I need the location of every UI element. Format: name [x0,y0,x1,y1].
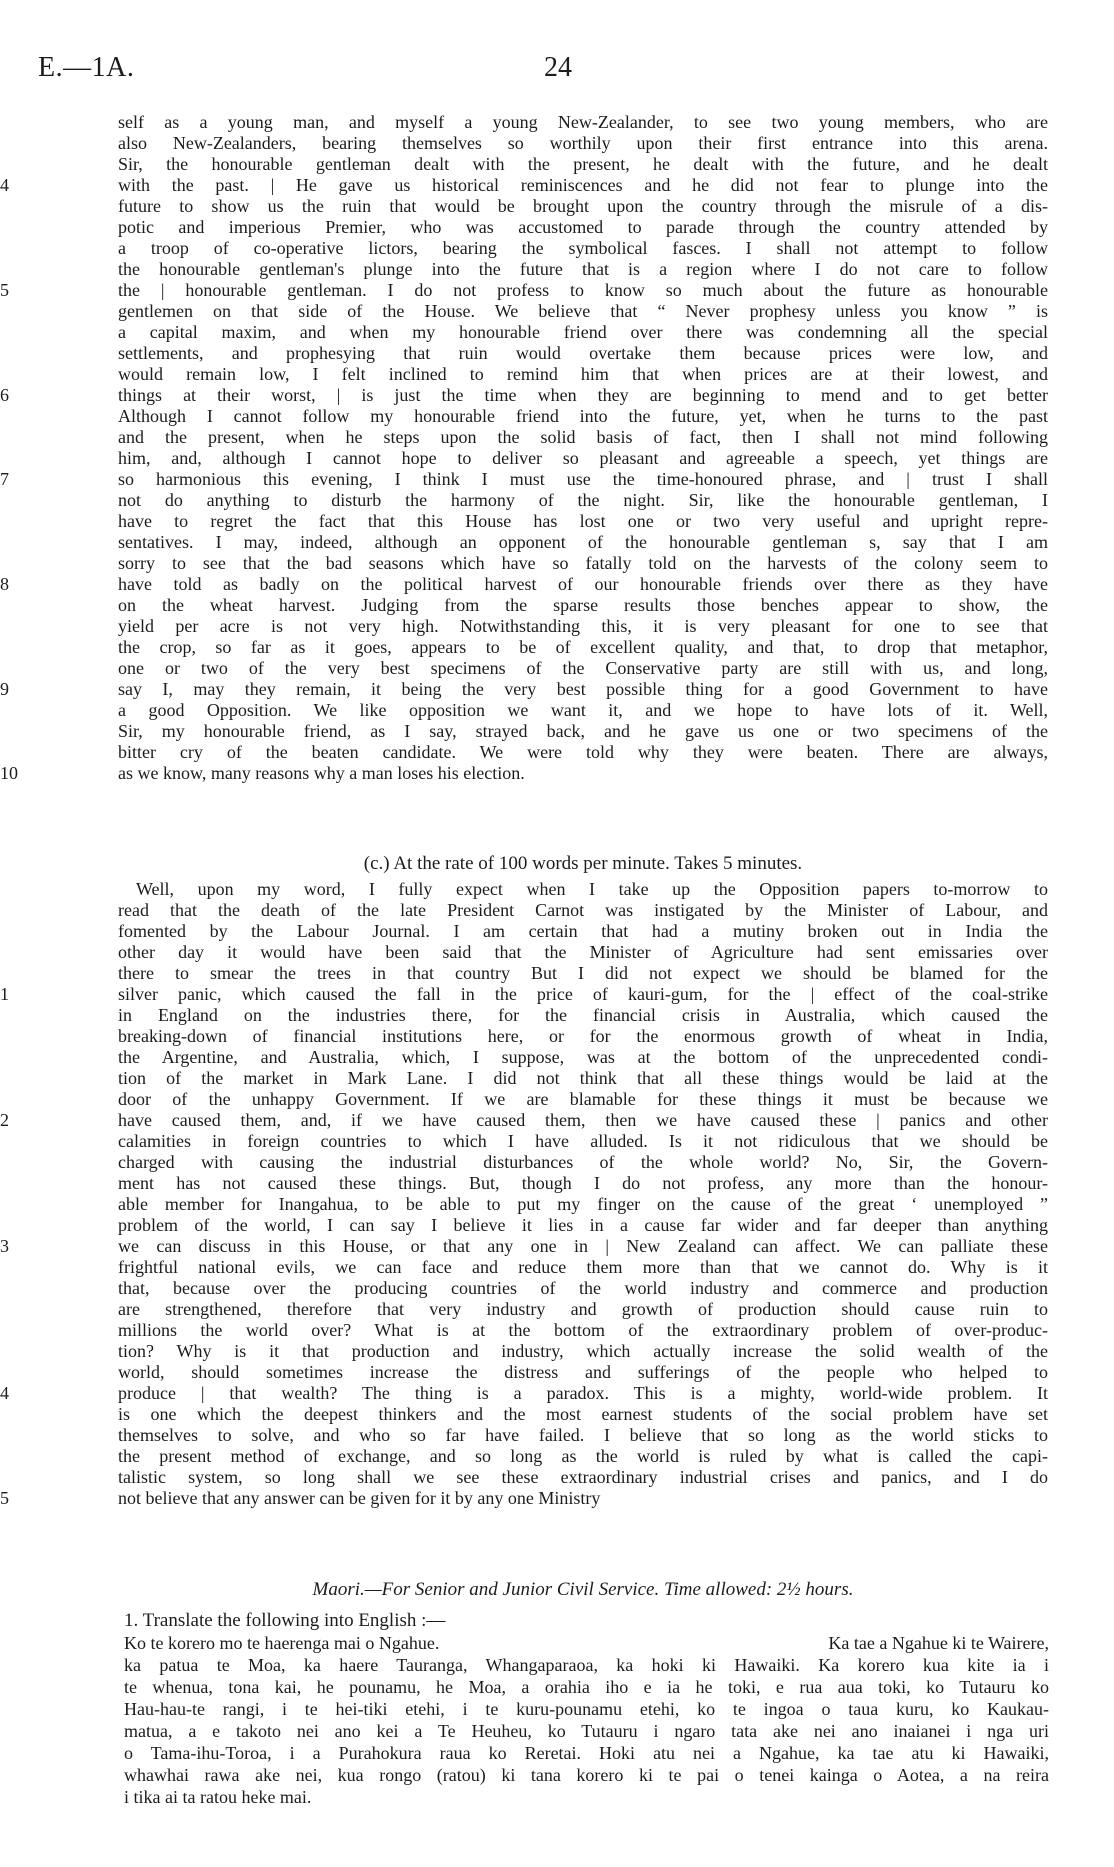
line-text: world, should sometimes increase the distress and sufferings of the people who helped to [118,1362,1048,1382]
text-line [118,406,1048,427]
line-text: tion? Why is it that production and industry, which actually increase the solid wealth of the [118,1341,1048,1361]
line-text: Sir, the honourable gentleman dealt with the present, he dealt with the future, and he dealt [118,154,1048,174]
text-line [118,616,1048,637]
margin-marker-number: 10 [0,763,18,783]
text-line [118,1341,1048,1362]
line-text: as we know, many reasons why a man loses his election. [118,763,525,783]
text-line [0,1110,1048,1131]
maori-first-line [124,1632,1049,1654]
text-line [0,984,1048,1005]
maori-passage [124,1632,1049,1808]
text-line [0,469,1048,490]
line-text: also New-Zealanders, bearing themselves so worthily upon their first entrance into this arena. [118,133,1048,153]
text-line [118,1215,1048,1236]
text-line [118,879,1048,900]
line-text: say I, may they remain, it being the very best possible thing for a good Government to have [118,679,1048,699]
maori-line: i tika ai ta ratou heke mai. [124,1787,312,1807]
line-text: not do anything to disturb the harmony of the night. Sir, like the honourable gentleman, I [118,490,1048,510]
maori-line: te whenua, tona kai, he pounamu, he Moa, a orahia iho e ia he toki, e rua aua toki, ko Tutauru ko [124,1677,1049,1697]
translation-instruction: 1. Translate the following into English :— [124,1610,446,1631]
line-text: the Argentine, and Australia, which, I suppose, was at the bottom of the unprecedented condi- [118,1047,1048,1067]
line-text: we can discuss in this House, or that any one in | New Zealand can affect. We can palliate these [118,1236,1048,1256]
line-text: the present method of exchange, and so long as the world is ruled by what is called the capi- [118,1446,1048,1466]
margin-marker-number: 7 [0,469,9,489]
line-text: him, and, although I cannot hope to deliver so pleasant and agreeable a speech, yet things are [118,448,1048,468]
text-line [0,280,1048,301]
text-line [118,217,1048,238]
text-line [118,532,1048,553]
line-text: there to smear the trees in that country But I did not expect we should be blamed for the [118,963,1048,983]
line-text: self as a young man, and myself a young New-Zealander, to see two young members, who are [118,112,1048,132]
text-line [118,511,1048,532]
line-text: Sir, my honourable friend, as I say, strayed back, and he gave us one or two specimens of the [118,721,1048,741]
text-line [118,1152,1048,1173]
line-text: breaking-down of financial institutions here, or for the enormous growth of wheat in India, [118,1026,1048,1046]
margin-marker-number: 4 [0,1383,9,1403]
line-text: that, because over the producing countries of the world industry and commerce and production [118,1278,1048,1298]
margin-marker-number: 1 [0,984,9,1004]
text-line [118,1005,1048,1026]
line-text: ment has not caused these things. But, though I do not profess, any more than the honour- [118,1173,1048,1193]
line-text: talistic system, so long shall we see these extraordinary industrial crises and panics, and I do [118,1467,1048,1487]
line-text: Although I cannot follow my honourable friend into the future, yet, when he turns to the past [118,406,1048,426]
margin-marker-number: 8 [0,574,9,594]
section-c-heading: (c.) At the rate of 100 words per minute. Takes 5 minutes. [363,853,803,874]
text-line [118,742,1048,763]
page-header [38,52,1078,92]
text-line [118,1278,1048,1299]
text-line [118,343,1048,364]
line-text: things at their worst, | is just the time when they are beginning to mend and to get better [118,385,1048,405]
text-line [118,1068,1048,1089]
text-line [118,133,1048,154]
speech-section-b [0,112,1048,784]
text-line [118,637,1048,658]
text-line [118,1131,1048,1152]
line-text: a troop of co-operative lictors, bearing the symbolical fasces. I shall not attempt to follow [118,238,1048,258]
text-line [118,238,1048,259]
text-line [118,1194,1048,1215]
text-line [0,1383,1048,1404]
maori-exam-heading: Maori.—For Senior and Junior Civil Service. Time allowed: 2½ hours. [312,1579,854,1600]
maori-title-text: Ko te korero mo te haerenga mai o Ngahue. [124,1633,440,1653]
line-text: settlements, and prophesying that ruin would overtake them because prices were low, and [118,343,1048,363]
line-text: other day it would have been said that the Minister of Agriculture had sent emissaries over [118,942,1048,962]
margin-marker-number: 2 [0,1110,9,1130]
line-text: the | honourable gentleman. I do not profess to know so much about the future as honourable [118,280,1048,300]
text-line [118,1257,1048,1278]
margin-marker-number: 3 [0,1236,9,1256]
text-line [118,700,1048,721]
text-line [118,1047,1048,1068]
text-line [118,658,1048,679]
line-text: millions the world over? What is at the bottom of the extraordinary problem of over-produc- [118,1320,1048,1340]
margin-marker-number: 6 [0,385,9,405]
line-text: themselves to solve, and who so far have failed. I believe that so long as the world sticks to [118,1425,1048,1445]
line-text: are strengthened, therefore that very industry and growth of production should cause ruin to [118,1299,1048,1319]
margin-marker-number: 9 [0,679,9,699]
maori-line: o Tama-ihu-Toroa, i a Purahokura raua ko Reretai. Hoki atu nei a Ngahue, ka tae atu ki Hawaiki, [124,1743,1049,1763]
text-line [118,1320,1048,1341]
line-text: Well, upon my word, I fully expect when I take up the Opposition papers to-morrow to [136,879,1048,899]
text-line [118,112,1048,133]
line-text: a capital maxim, and when my honourable friend over there was condemning all the special [118,322,1048,342]
maori-line: whawhai rawa ake nei, kua rongo (ratou) ki tana korero ki te pai o tenei kainga o Aotea, a na reira [124,1765,1049,1785]
line-text: in England on the industries there, for the financial crisis in Australia, which caused the [118,1005,1048,1025]
text-line [118,1467,1048,1488]
line-text: gentlemen on that side of the House. We believe that “ Never prophesy unless you know ” is [118,301,1048,321]
text-line [118,1404,1048,1425]
text-line [118,921,1048,942]
line-text: on the wheat harvest. Judging from the sparse results those benches appear to show, the [118,595,1048,615]
line-text: would remain low, I felt inclined to remind him that when prices are at their lowest, and [118,364,1048,384]
line-text: one or two of the very best specimens of the Conservative party are still with us, and long, [118,658,1048,678]
text-line [118,1362,1048,1383]
line-text: the honourable gentleman's plunge into the future that is a region where I do not care to follow [118,259,1048,279]
line-text: problem of the world, I can say I believe it lies in a cause far wider and far deeper than anything [118,1215,1048,1235]
text-line [118,259,1048,280]
line-text: have caused them, and, if we have caused them, then we have caused these | panics and other [118,1110,1048,1130]
text-line [118,1446,1048,1467]
text-line [118,1299,1048,1320]
text-line [118,196,1048,217]
line-text: tion of the market in Mark Lane. I did not think that all these things would be laid at the [118,1068,1048,1088]
text-line [118,1173,1048,1194]
speech-section-c [0,879,1048,1509]
line-text: charged with causing the industrial disturbances of the whole world? No, Sir, the Govern- [118,1152,1048,1172]
text-line [118,900,1048,921]
margin-marker-number: 5 [0,280,9,300]
text-line [118,427,1048,448]
line-text: potic and imperious Premier, who was accustomed to parade through the country attended by [118,217,1048,237]
line-text: produce | that wealth? The thing is a paradox. This is a mighty, world-wide problem. It [118,1383,1048,1403]
line-text: calamities in foreign countries to which I have alluded. Is it not ridiculous that we should be [118,1131,1048,1151]
text-line [118,595,1048,616]
text-line [118,1026,1048,1047]
text-line [118,322,1048,343]
line-text: sorry to see that the bad seasons which have so fatally told on the harvests of the colony seem to [118,553,1048,573]
text-line [0,1488,1048,1509]
page-number: 24 [544,52,572,83]
line-text: with the past. | He gave us historical reminiscences and he did not fear to plunge into the [118,175,1048,195]
line-text: door of the unhappy Government. If we are blamable for these things it must be because we [118,1089,1048,1109]
line-text: yield per acre is not very high. Notwithstanding this, it is very pleasant for one to see that [118,616,1048,636]
line-text: is one which the deepest thinkers and the most earnest students of the social problem have set [118,1404,1048,1424]
maori-line: matua, a e takoto nei ano kei a Te Heuheu, ko Tutauru i ngaro tata ake nei ano inaianei i nga uri [124,1721,1049,1741]
line-text: frightful national evils, we can face and reduce them more than that we cannot do. Why is it [118,1257,1048,1277]
text-line [118,448,1048,469]
text-line [118,1089,1048,1110]
text-line [0,679,1048,700]
text-line [0,1236,1048,1257]
text-line [118,942,1048,963]
maori-line: ka patua te Moa, ka haere Tauranga, Whangaparaoa, ka hoki ki Hawaiki. Ka korero kua kite ia i [124,1655,1049,1675]
text-line [118,301,1048,322]
text-line [118,1425,1048,1446]
line-text: bitter cry of the beaten candidate. We were told why they were beaten. There are always, [118,742,1048,762]
text-line [118,154,1048,175]
line-text: fomented by the Labour Journal. I am certain that had a mutiny broken out in India the [118,921,1048,941]
text-line [0,385,1048,406]
text-line [118,721,1048,742]
text-line [0,574,1048,595]
text-line [0,175,1048,196]
line-text: able member for Inangahua, to be able to put my finger on the cause of the great ‘ unemployed ” [118,1194,1048,1214]
line-text: future to show us the ruin that would be brought upon the country through the misrule of a dis- [118,196,1048,216]
text-line [118,364,1048,385]
maori-opening-text: Ka tae a Ngahue ki te Wairere, [828,1633,1049,1653]
text-line [0,763,1048,784]
text-line [118,963,1048,984]
line-text: have to regret the fact that this House has lost one or two very useful and upright repre- [118,511,1048,531]
document-reference: E.—1A. [38,52,135,83]
text-line [118,490,1048,511]
line-text: have told as badly on the political harvest of our honourable friends over there as they have [118,574,1048,594]
line-text: a good Opposition. We like opposition we want it, and we hope to have lots of it. Well, [118,700,1048,720]
line-text: silver panic, which caused the fall in the price of kauri-gum, for the | effect of the coal-strike [118,984,1048,1004]
line-text: sentatives. I may, indeed, although an opponent of the honourable gentleman s, say that I am [118,532,1048,552]
line-text: not believe that any answer can be given for it by any one Ministry [118,1488,601,1508]
margin-marker-number: 5 [0,1488,9,1508]
text-line [118,553,1048,574]
line-text: and the present, when he steps upon the solid basis of fact, then I shall not mind following [118,427,1048,447]
margin-marker-number: 4 [0,175,9,195]
maori-line: Hau-hau-te rangi, i te hei-tiki etehi, i te kuru-pounamu etehi, ko te ingoa o taua kuru, ko Kaukau- [124,1699,1049,1719]
line-text: the crop, so far as it goes, appears to be of excellent quality, and that, to drop that metaphor, [118,637,1048,657]
line-text: so harmonious this evening, I think I must use the time-honoured phrase, and | trust I shall [118,469,1048,489]
line-text: read that the death of the late President Carnot was instigated by the Minister of Labour, and [118,900,1048,920]
